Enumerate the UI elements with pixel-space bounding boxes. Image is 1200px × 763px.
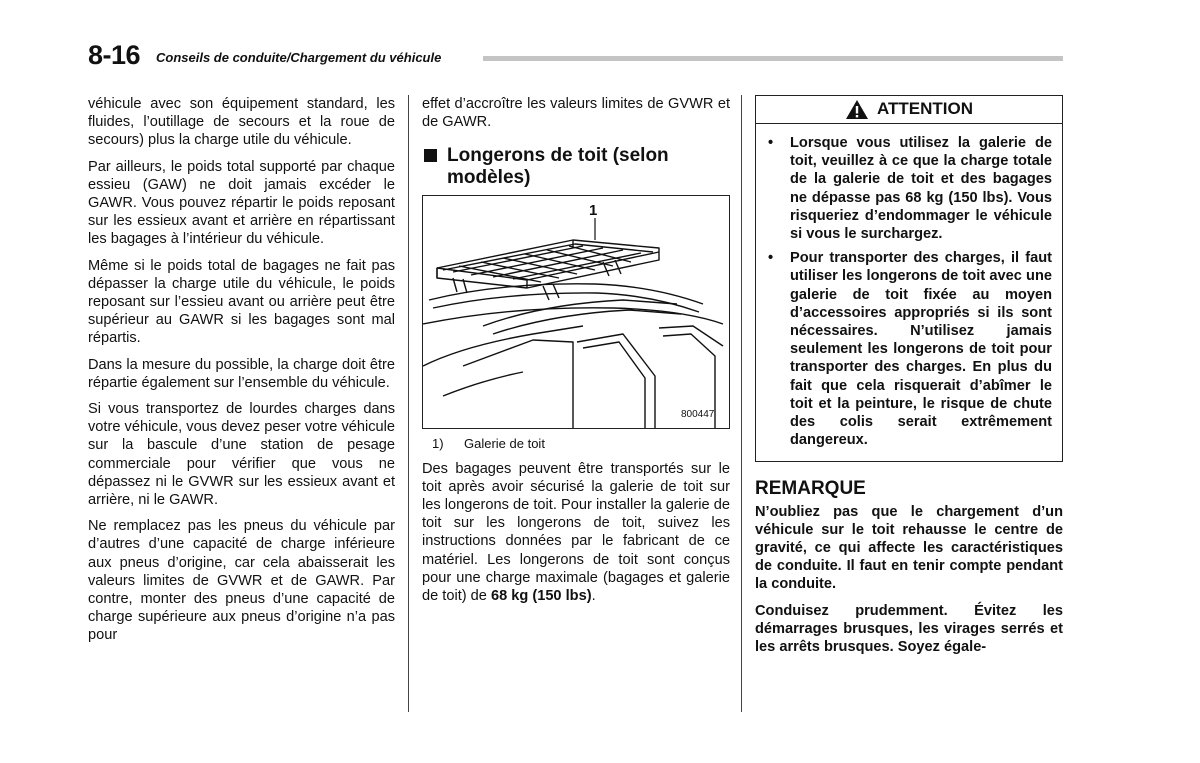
column-divider <box>741 95 742 712</box>
column-2 <box>422 95 730 613</box>
paragraph: véhicule avec son équipement standard, les fluides, l’outillage de secours et la roue de secours) plus la charge utile du véhicule. <box>88 96 395 149</box>
list-item <box>768 249 1052 449</box>
section-title: Conseils de conduite/Chargement du véhicule <box>156 50 442 65</box>
paragraph: N’oubliez pas que le chargement d’un véhicule sur le toit rehausse le centre de gravité, ce qui affecte les caractéristiques de conduite. Il faut en tenir compte pendant la conduite. <box>755 503 1063 593</box>
figure-code: 800447 <box>681 409 715 421</box>
caption-number: 1) <box>432 436 444 452</box>
body-bold: 68 kg (150 lbs) <box>490 588 592 605</box>
car-roof-rack-illustration <box>423 196 729 428</box>
body-text: Des bagages peuvent être transportés sur le toit après avoir sécurisé la galerie de toit sur les longerons de toit. Pour installer la galerie de toit sur les longerons de toit, suivez les instructions données par le fabricant de ce matériel. Les longerons de toit sont conçus pour une charge maximale (bagages et galerie de toit) de <box>422 460 730 605</box>
paragraph: Même si le poids total de bagages ne fait pas dépasser la charge utile du véhicule, le poids reposant sur l’essieu avant ou arrière peut être supérieur au GAWR si les bagages sont mal répartis. <box>88 257 395 347</box>
paragraph: Conduisez prudemment. Évitez les démarrages brusques, les virages serrés et les arrêts brusques. Soyez égale- <box>755 602 1063 656</box>
paragraph: Par ailleurs, le poids total supporté par chaque essieu (GAW) ne doit jamais excéder le GAWR. Vous pouvez répartir le poids reposant sur les essieux avant et arrière en répartissant les bagages à l’intérieur du véhicule. <box>88 158 395 248</box>
list-item <box>768 134 1052 243</box>
column-1 <box>88 95 395 653</box>
warning-box <box>755 95 1063 462</box>
bullet-icon: • <box>768 250 774 267</box>
subheading <box>422 145 730 189</box>
paragraph <box>422 460 730 606</box>
paragraph: Ne remplacez pas les pneus du véhicule par d’autres d’une capacité de charge inférieure aux pneus d’origine, car cela abaisserait les valeurs limites de GVWR et de GAWR. Par contre, monter des pneus d’une capacité de charge supérieure aux pneus d’origine n’a pas pour <box>88 518 395 644</box>
remarque-heading: REMARQUE <box>755 478 866 500</box>
header-rule <box>483 56 1063 61</box>
column-divider <box>408 95 409 712</box>
subheading-text: Longerons de toit (selon modèles) <box>447 145 669 189</box>
callout-number: 1 <box>589 202 598 220</box>
figure-caption <box>432 435 730 453</box>
column-3 <box>755 95 1063 664</box>
caption-text: Galerie de toit <box>464 436 545 452</box>
warning-header <box>756 96 1062 124</box>
square-bullet-icon <box>424 149 437 162</box>
page-header <box>88 40 1063 70</box>
bullet-text: Pour transporter des charges, il faut utiliser les longerons de toit avec une galerie de toit fixée au moyen d’accessoires appropriés si ils sont nécessaires. N’utilisez jamais seulement les longerons de toit pour transporter des charges. En plus du fait que cela risquerait d’abîmer le toit et la peinture, le risque de chute des colis serait extrêmement dangereux. <box>790 250 1052 449</box>
warning-title: ATTENTION <box>876 99 973 119</box>
body-end: . <box>591 588 596 605</box>
warning-triangle-icon <box>845 99 869 120</box>
paragraph: effet d’accroître les valeurs limites de GVWR et de GAWR. <box>422 96 730 131</box>
paragraph: Si vous transportez de lourdes charges dans votre véhicule, vous devez peser votre véhicule sur la bascule d’une station de pesage commerciale pour vérifier que vous ne dépassez ni le GVWR sur les essieux avant et arrière, ni le GAWR. <box>88 401 395 509</box>
bullet-text: Lorsque vous utilisez la galerie de toit, veuillez à ce que la charge totale de la galerie de toit et des bagages ne dépasse pas 68 kg (150 lbs). Vous risqueriez d’endommager le véhicule si vous le surchargez. <box>790 135 1052 243</box>
roof-rack-figure <box>422 195 730 429</box>
bullet-icon: • <box>768 135 774 151</box>
page-number: 8-16 <box>88 40 141 70</box>
warning-body <box>756 124 1062 461</box>
paragraph: Dans la mesure du possible, la charge doit être répartie également sur l’ensemble du véhicule. <box>88 356 395 391</box>
